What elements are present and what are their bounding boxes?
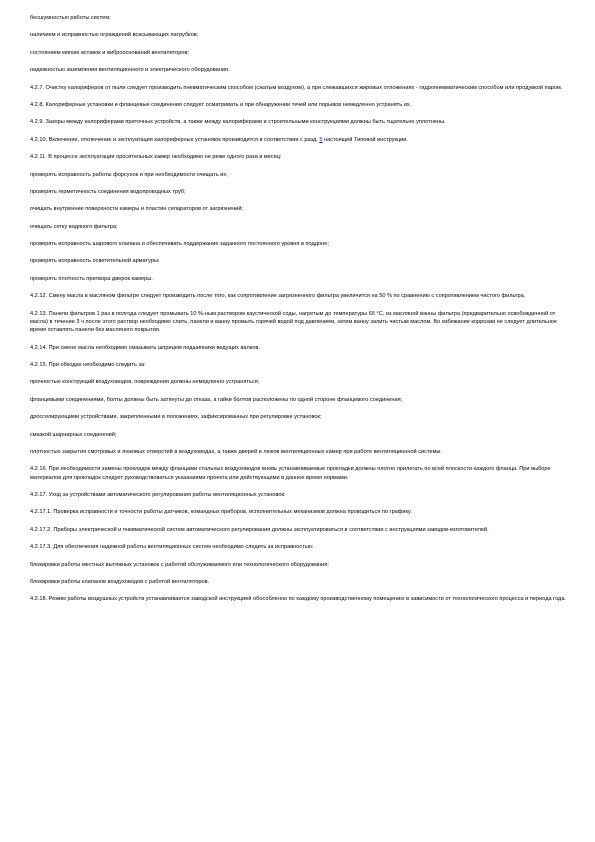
paragraph: проверять герметичность соединения водопроводных труб; <box>30 188 186 195</box>
paragraph: бесшумностью работы систем; <box>30 15 111 21</box>
paragraph: дросселирующими устройствами, закрепленными в положениях, зафиксированных при регулировке установок; <box>30 414 322 421</box>
paragraph: проверять исправность работы форсунок и при необходимости очищать их; <box>30 171 228 178</box>
paragraph-text: 4.2.10. Включение, отключение и эксплуатация калориферных установок производится в соответствии с разд. <box>30 136 320 143</box>
paragraph: 4.2.8. Калориферные установки и фланцевые соединения следует осматривать и при обнаружении течей или порывов немедленно устранять их. <box>30 101 412 108</box>
paragraph: 4.2.16. При необходимости замены прокладок между фланцами стальных воздуховодов вновь устанавливаемые прокладки должны плотно прилегать по всей плоскости каждого фланца. При выборе материалов для прокладок следует руководствоваться указаниями проекта или действующими в данное время нормами. <box>30 466 551 481</box>
paragraph: 4.2.17.2. Приборы электрической и пневматической систем автоматического регулирования должны эксплуатироваться в соответствии с инструкциями заводов-изготовителей. <box>30 526 489 533</box>
paragraph: 4.2.18. Режим работы воздушных устройств устанавливается заводской инструкцией обособленно по каждому производственному помещению в зависимости от технологического процесса и периода года. <box>30 596 566 603</box>
paragraph: очищать сетку водяного фильтра; <box>30 223 118 230</box>
paragraph: 4.2.17.3. Для обеспечения надежной работы вентиляционных систем необходимо следить за исправностью: <box>30 544 314 551</box>
paragraph: проверять исправность осветительной арматуры; <box>30 258 160 265</box>
paragraph: 4.2.11. В процессе эксплуатации оросительных камер необходимо не реже одного раза в месяц: <box>30 154 282 161</box>
paragraph: 4.2.9. Зазоры между калориферами приточных устройств, а также между калориферами и строительными конструкциями должны быть тщательно уплотнены. <box>30 119 446 126</box>
paragraph: очищать внутренние поверхности камеры и пластин сепараторов от загрязнений; <box>30 206 244 213</box>
paragraph: блокировки работы клапанов воздуховодов с работой вентиляторов. <box>30 579 210 585</box>
paragraph: фланцевыми соединениями, болты должны быть затянуты до отказа, а гайки болтов расположены по одной стороне фланцевого соединения; <box>30 396 403 403</box>
paragraph: 4.2.17.1. Проверка исправности и точности работы датчиков, командных приборов, исполнительных механизмов должна проводиться по графику. <box>30 509 412 516</box>
paragraph: плотностью закрытия смотровых и люковых отверстий в воздуховодах, а также дверей и люков вентиляционных камер при работе вентиляционной системы. <box>30 448 442 455</box>
paragraph <box>30 136 571 144</box>
paragraph: прочностью конструкций воздуховодов, повреждения должны немедленно устраняться; <box>30 379 260 386</box>
paragraph: надежностью заземления вентиляционного и электрического оборудования. <box>30 67 230 74</box>
section-link[interactable]: 5 <box>319 136 323 143</box>
paragraph: 4.2.17. Уход за устройствами автоматического регулирования работы вентиляционных установок: <box>30 492 286 499</box>
paragraph: 4.2.13. Панели фильтров 1 раз в полгода следует промывать 10 %-ным раствором каустической соды, нагретым до температуры 65 °С, из масляной ванны фильтра (предварительно освобожденной от масла) в течение 3 ч после этого раствор необходимо слить, панели и ванну промыть горячей водой под давлением, затем ванну залить чистым маслом. Во избежание коррозии не следует длительное время оставлять панели без масляного покрытия. <box>30 310 558 334</box>
paragraph: проверять исправность шарового клапана и обеспечивать поддержание заданного постоянного уровня в поддоне; <box>30 241 329 248</box>
paragraph: 4.2.15. При обходах необходимо следить за: <box>30 362 146 369</box>
paragraph: состоянием мягких вставок и виброоснований вентиляторов; <box>30 49 189 56</box>
paragraph: 4.2.7. Очистку калориферов от пыли следует производить пневматическим способом (сжатым воздухом), а при слежавшихся жировых отложениях - гидропневматическим способом или продувкой паром. <box>30 84 563 91</box>
paragraph-text: настоящей Типовой инструкции. <box>322 136 408 143</box>
paragraph: проверять плотность притвора дверок камеры. <box>30 275 153 282</box>
paragraph: 4.2.14. При смене масла необходимо смазывать шприцем подшипники ведущих валков. <box>30 344 260 351</box>
paragraph: смазкой шарнирных соединений; <box>30 431 117 438</box>
paragraph: блокировки работы местных вытяжных установок с работой обслуживаемого или технологического оборудования; <box>30 561 329 568</box>
paragraph: наличием и исправностью ограждений всасывающих патрубков; <box>30 32 199 39</box>
paragraph: 4.2.12. Смену масла в масляном фильтре следует производить после того, как сопротивление загрязненного фильтра увеличится на 50 % по сравнению с сопротивлением чистого фильтра. <box>30 293 526 300</box>
